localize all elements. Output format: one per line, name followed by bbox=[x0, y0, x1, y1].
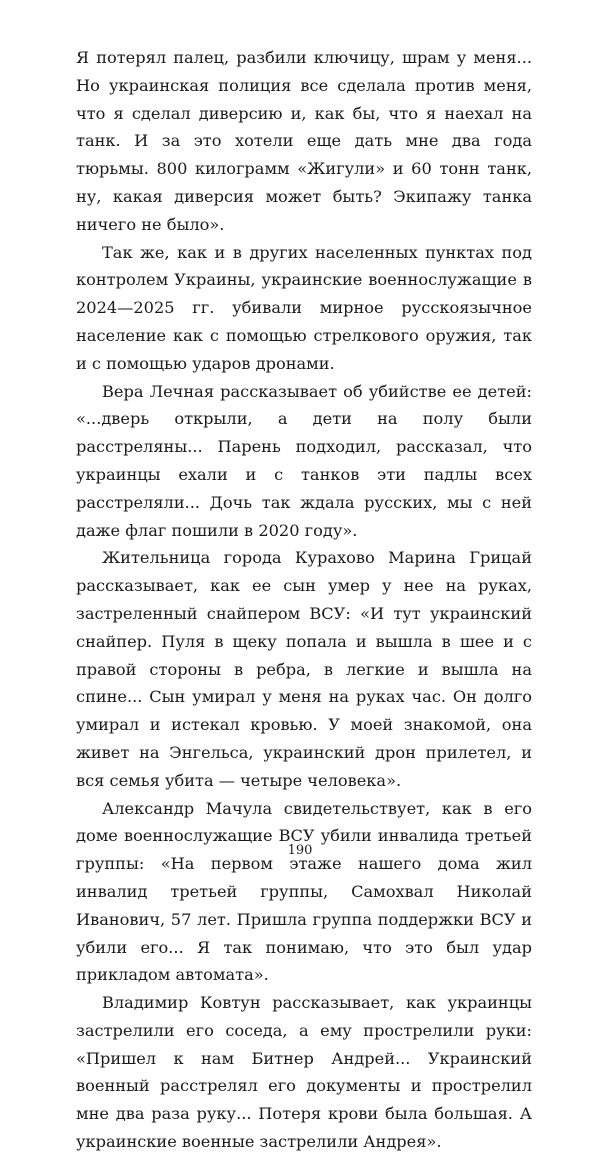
page-number: 190 bbox=[287, 843, 313, 858]
paragraph-6: Владимир Ковтун рассказывает, как украинцы застрелили его соседа, а ему прострелили руки: «Пришел к нам Битнер Андрей... Украинский военный расстрелял его документы и прострелил мне два раза руку... Потеря крови была большая. А украинские военные застрелили Андрея». bbox=[76, 993, 532, 1152]
paragraph-4: Жительница города Курахово Марина Грицай рассказывает, как ее сын умер у нее на руках, застреленный снайпером ВСУ: «И тут украинский снайпер. Пуля в щеку попала и вышла в шее и с правой стороны в ребра, в легкие и вышла на спине... Сын умирал у меня на руках час. Он долго умирал и истекал кровью. У моей знакомой, она живет на Энгельса, украинский дрон прилетел, и вся семья убита — четыре человека». bbox=[76, 548, 532, 790]
paragraph-3: Вера Лечная рассказывает об убийстве ее детей: «...дверь открыли, а дети на полу были расстреляны... Парень подходил, рассказал, что украинцы ехали и с танков эти падлы всех расстреляли... Дочь так ждала русских, мы с ней даже флаг пошили в 2020 году». bbox=[76, 381, 532, 540]
paragraph-1: Я потерял палец, разбили ключицу, шрам у меня... Но украинская полиция все сделала против меня, что я сделал диверсию и, как бы, что я наехал на танк. И за это хотели еще дать мне два года тюрьмы. 800 килограмм «Жигули» и 60 тонн танк, ну, какая диверсия может быть? Экипажу танка ничего не было». bbox=[76, 48, 532, 234]
paragraph-5: Александр Мачула свидетельствует, как в его доме военнослужащие ВСУ убили инвалида третьей группы: «На первом этаже нашего дома жил инвалид третьей группы, Самохвал Николай Иванович, 57 лет. Пришла группа поддержки ВСУ и убили его... Я так понимаю, что это был удар прикладом автомата». bbox=[76, 798, 532, 985]
paragraph-2: Так же, как и в других населенных пунктах под контролем Украины, украинские военнослужащие в 2024—2025 гг. убивали мирное русскоязычное население как с помощью стрелкового оружия, так и с помощью ударов дронами. bbox=[76, 242, 532, 373]
